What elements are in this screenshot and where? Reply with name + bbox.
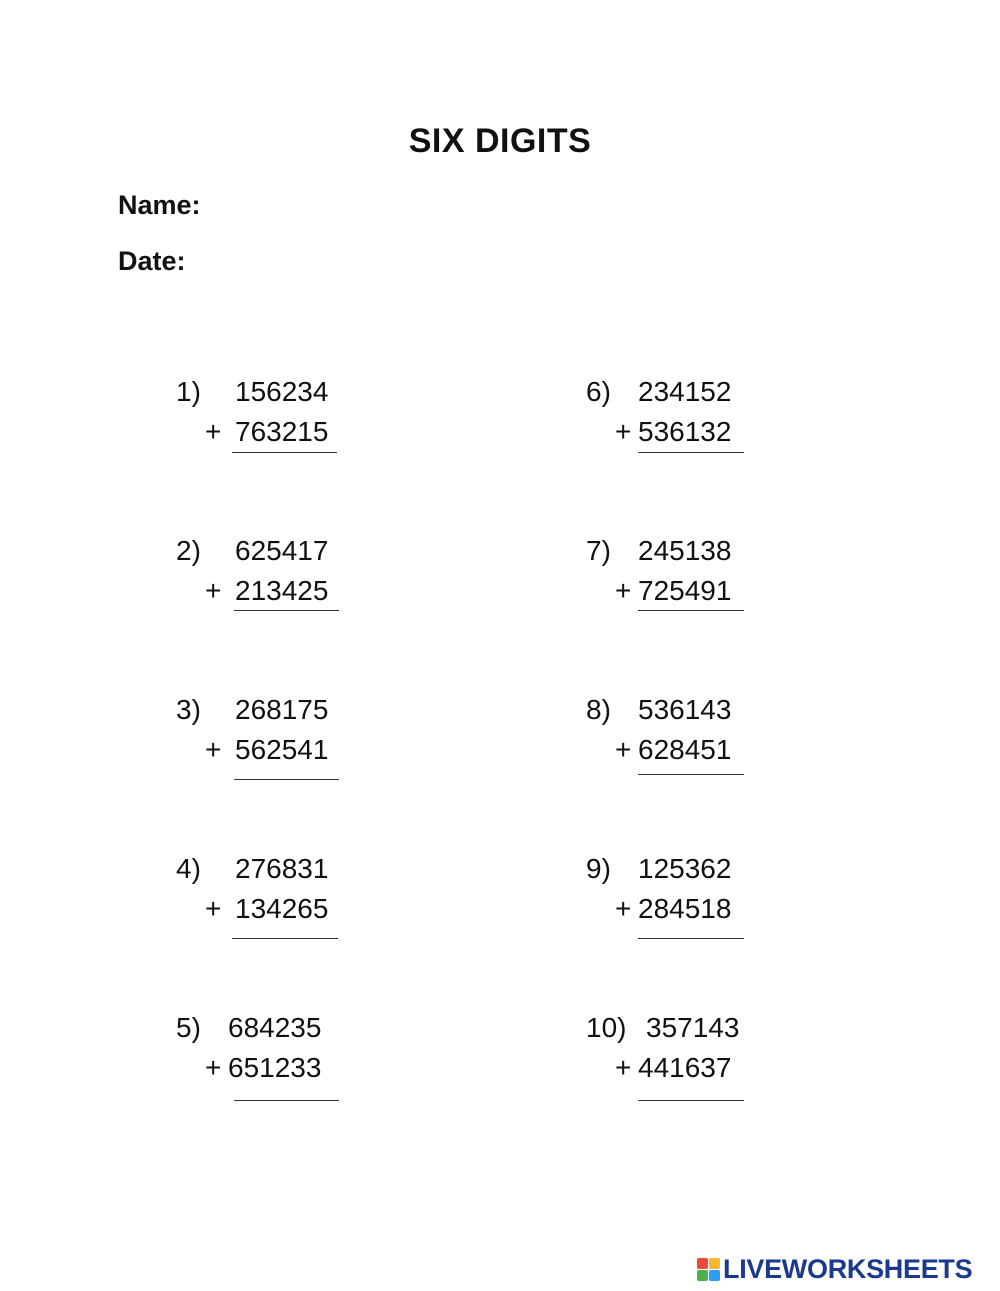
- liveworksheets-logo: [697, 1252, 972, 1286]
- problem-number: 1): [176, 376, 201, 407]
- addend-top: 276831: [235, 853, 329, 884]
- answer-line: [638, 610, 744, 611]
- problem-6: [586, 372, 756, 462]
- addend-bottom: 213425: [235, 575, 329, 606]
- plus-sign: +: [205, 416, 222, 447]
- plus-sign: +: [615, 1052, 632, 1083]
- logo-tile-green: [697, 1270, 708, 1281]
- problem-8: [586, 690, 756, 780]
- page-title: SIX DIGITS: [408, 122, 592, 160]
- plus-sign: +: [205, 893, 222, 924]
- problem-7: [586, 531, 756, 621]
- problem-number: 2): [176, 535, 201, 566]
- problem-number: 7): [586, 535, 611, 566]
- addend-bottom: 628451: [638, 734, 732, 765]
- answer-line: [638, 938, 744, 939]
- addend-bottom: 725491: [638, 575, 732, 606]
- liveworksheets-logo-icon: [697, 1258, 720, 1281]
- addend-bottom: 441637: [638, 1052, 732, 1083]
- addend-top: 536143: [638, 694, 732, 725]
- problem-5: [176, 1008, 346, 1108]
- problem-1: [176, 372, 346, 462]
- problem-10: [586, 1008, 756, 1108]
- addend-bottom: 284518: [638, 893, 732, 924]
- plus-sign: +: [615, 416, 632, 447]
- answer-line: [232, 452, 337, 453]
- plus-sign: +: [205, 734, 222, 765]
- addend-top: 268175: [235, 694, 329, 725]
- addend-bottom: 763215: [235, 416, 329, 447]
- logo-text: LIVEWORKSHEETS: [723, 1253, 973, 1284]
- answer-line: [638, 1100, 744, 1101]
- addend-top: 684235: [228, 1012, 322, 1043]
- problem-number: 8): [586, 694, 611, 725]
- name-label: Name:: [118, 190, 201, 220]
- addend-bottom: 134265: [235, 893, 329, 924]
- problem-number: 6): [586, 376, 611, 407]
- addend-bottom: 562541: [235, 734, 329, 765]
- answer-line: [638, 452, 744, 453]
- addend-top: 625417: [235, 535, 329, 566]
- logo-tile-red: [697, 1258, 708, 1269]
- problem-4: [176, 849, 346, 939]
- plus-sign: +: [205, 1052, 222, 1083]
- addend-top: 125362: [638, 853, 732, 884]
- logo-tile-blue: [709, 1270, 720, 1281]
- addend-bottom: 651233: [228, 1052, 322, 1083]
- answer-line: [234, 1100, 339, 1101]
- addend-bottom: 536132: [638, 416, 732, 447]
- problem-number: 4): [176, 853, 201, 884]
- problem-9: [586, 849, 756, 939]
- addend-top: 234152: [638, 376, 732, 407]
- problem-number: 3): [176, 694, 201, 725]
- answer-line: [234, 610, 339, 611]
- problem-2: [176, 531, 346, 621]
- addend-top: 357143: [646, 1012, 740, 1043]
- date-label: Date:: [118, 246, 186, 276]
- logo-tile-yellow: [709, 1258, 720, 1269]
- problem-3: [176, 690, 346, 785]
- problem-number: 5): [176, 1012, 201, 1043]
- plus-sign: +: [615, 734, 632, 765]
- answer-line: [232, 938, 338, 939]
- addend-top: 245138: [638, 535, 732, 566]
- answer-line: [234, 779, 339, 780]
- answer-line: [638, 774, 744, 775]
- addend-top: 156234: [235, 376, 329, 407]
- plus-sign: +: [615, 575, 632, 606]
- plus-sign: +: [615, 893, 632, 924]
- problem-number: 10): [586, 1012, 627, 1043]
- plus-sign: +: [205, 575, 222, 606]
- problem-number: 9): [586, 853, 611, 884]
